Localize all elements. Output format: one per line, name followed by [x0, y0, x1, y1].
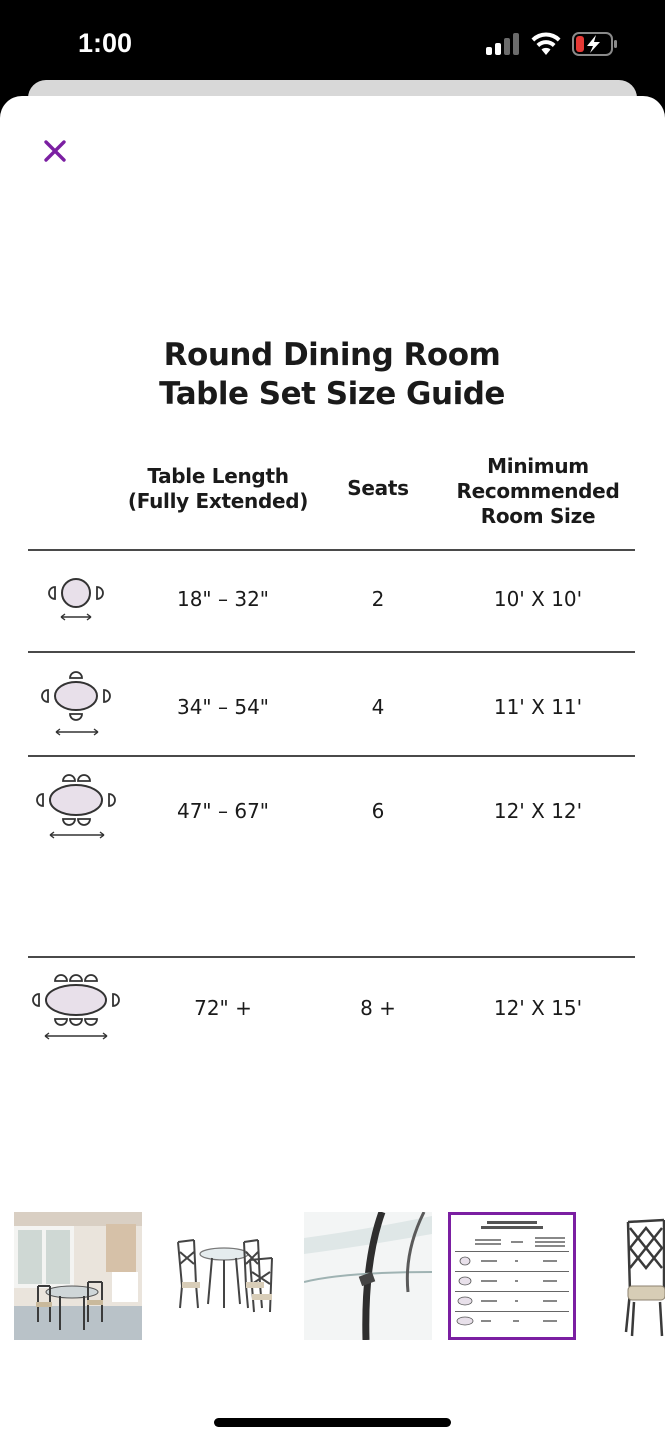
close-button[interactable]: [40, 134, 70, 168]
chair-photo: [594, 1212, 665, 1340]
wifi-icon: [530, 30, 562, 56]
header-room-line2: Recommended: [456, 479, 620, 503]
table-8-seat-icon: [28, 972, 128, 1052]
battery-charging-icon: [572, 32, 618, 56]
cell-length: 47" – 67": [176, 799, 269, 823]
cell-length: 72" +: [194, 996, 252, 1020]
size-guide-thumbnail: [451, 1215, 573, 1337]
cell-room-size: 10' X 10': [493, 587, 583, 611]
header-table-length: [108, 464, 328, 514]
table-2-seat-icon: [28, 565, 128, 635]
home-indicator: [214, 1418, 451, 1427]
cell-length: 18" – 32": [176, 587, 269, 611]
status-bar: [0, 0, 665, 90]
status-time: 1:00: [78, 28, 133, 58]
close-icon: [40, 134, 70, 168]
table-row: [28, 757, 635, 857]
thumbnail-dining-room-scene[interactable]: [14, 1212, 142, 1340]
header-room-line1: Minimum: [487, 454, 589, 478]
thumbnail-strip: [0, 1212, 665, 1344]
table-4-seat-icon: [28, 667, 128, 747]
thumbnail-chair-detail[interactable]: [594, 1212, 665, 1340]
thumbnail-glass-top-detail[interactable]: [304, 1212, 432, 1340]
cell-room-size: 11' X 11': [493, 695, 583, 719]
image-viewer-sheet: [0, 96, 665, 1440]
cell-room-size: 12' X 15': [493, 996, 583, 1020]
header-seats: Seats: [347, 476, 409, 500]
cell-length: 34" – 54": [176, 695, 269, 719]
header-room-size: [438, 454, 638, 529]
cell-seats: 6: [371, 799, 385, 823]
cell-room-size: 12' X 12': [493, 799, 583, 823]
header-length-line2: (Fully Extended): [127, 489, 309, 513]
guide-title-line1: Round Dining Room: [163, 337, 501, 373]
dining-room-photo: [14, 1212, 142, 1340]
cell-seats: 4: [371, 695, 385, 719]
table-6-seat-icon: [28, 771, 128, 851]
cell-seats: 2: [371, 587, 385, 611]
header-room-line3: Room Size: [480, 504, 596, 528]
table-row: [28, 551, 635, 651]
table-row: [28, 653, 635, 753]
cell-seats: 8 +: [360, 996, 396, 1020]
thumbnail-table-set-product[interactable]: [160, 1212, 288, 1340]
guide-title-line2: Table Set Size Guide: [159, 376, 505, 412]
guide-title: [28, 336, 636, 414]
header-length-line1: Table Length: [147, 464, 289, 488]
signal-icon: [486, 33, 520, 55]
glass-top-photo: [304, 1212, 432, 1340]
table-set-photo: [160, 1212, 288, 1340]
table-row: [28, 958, 635, 1058]
thumbnail-size-guide[interactable]: [448, 1212, 576, 1340]
